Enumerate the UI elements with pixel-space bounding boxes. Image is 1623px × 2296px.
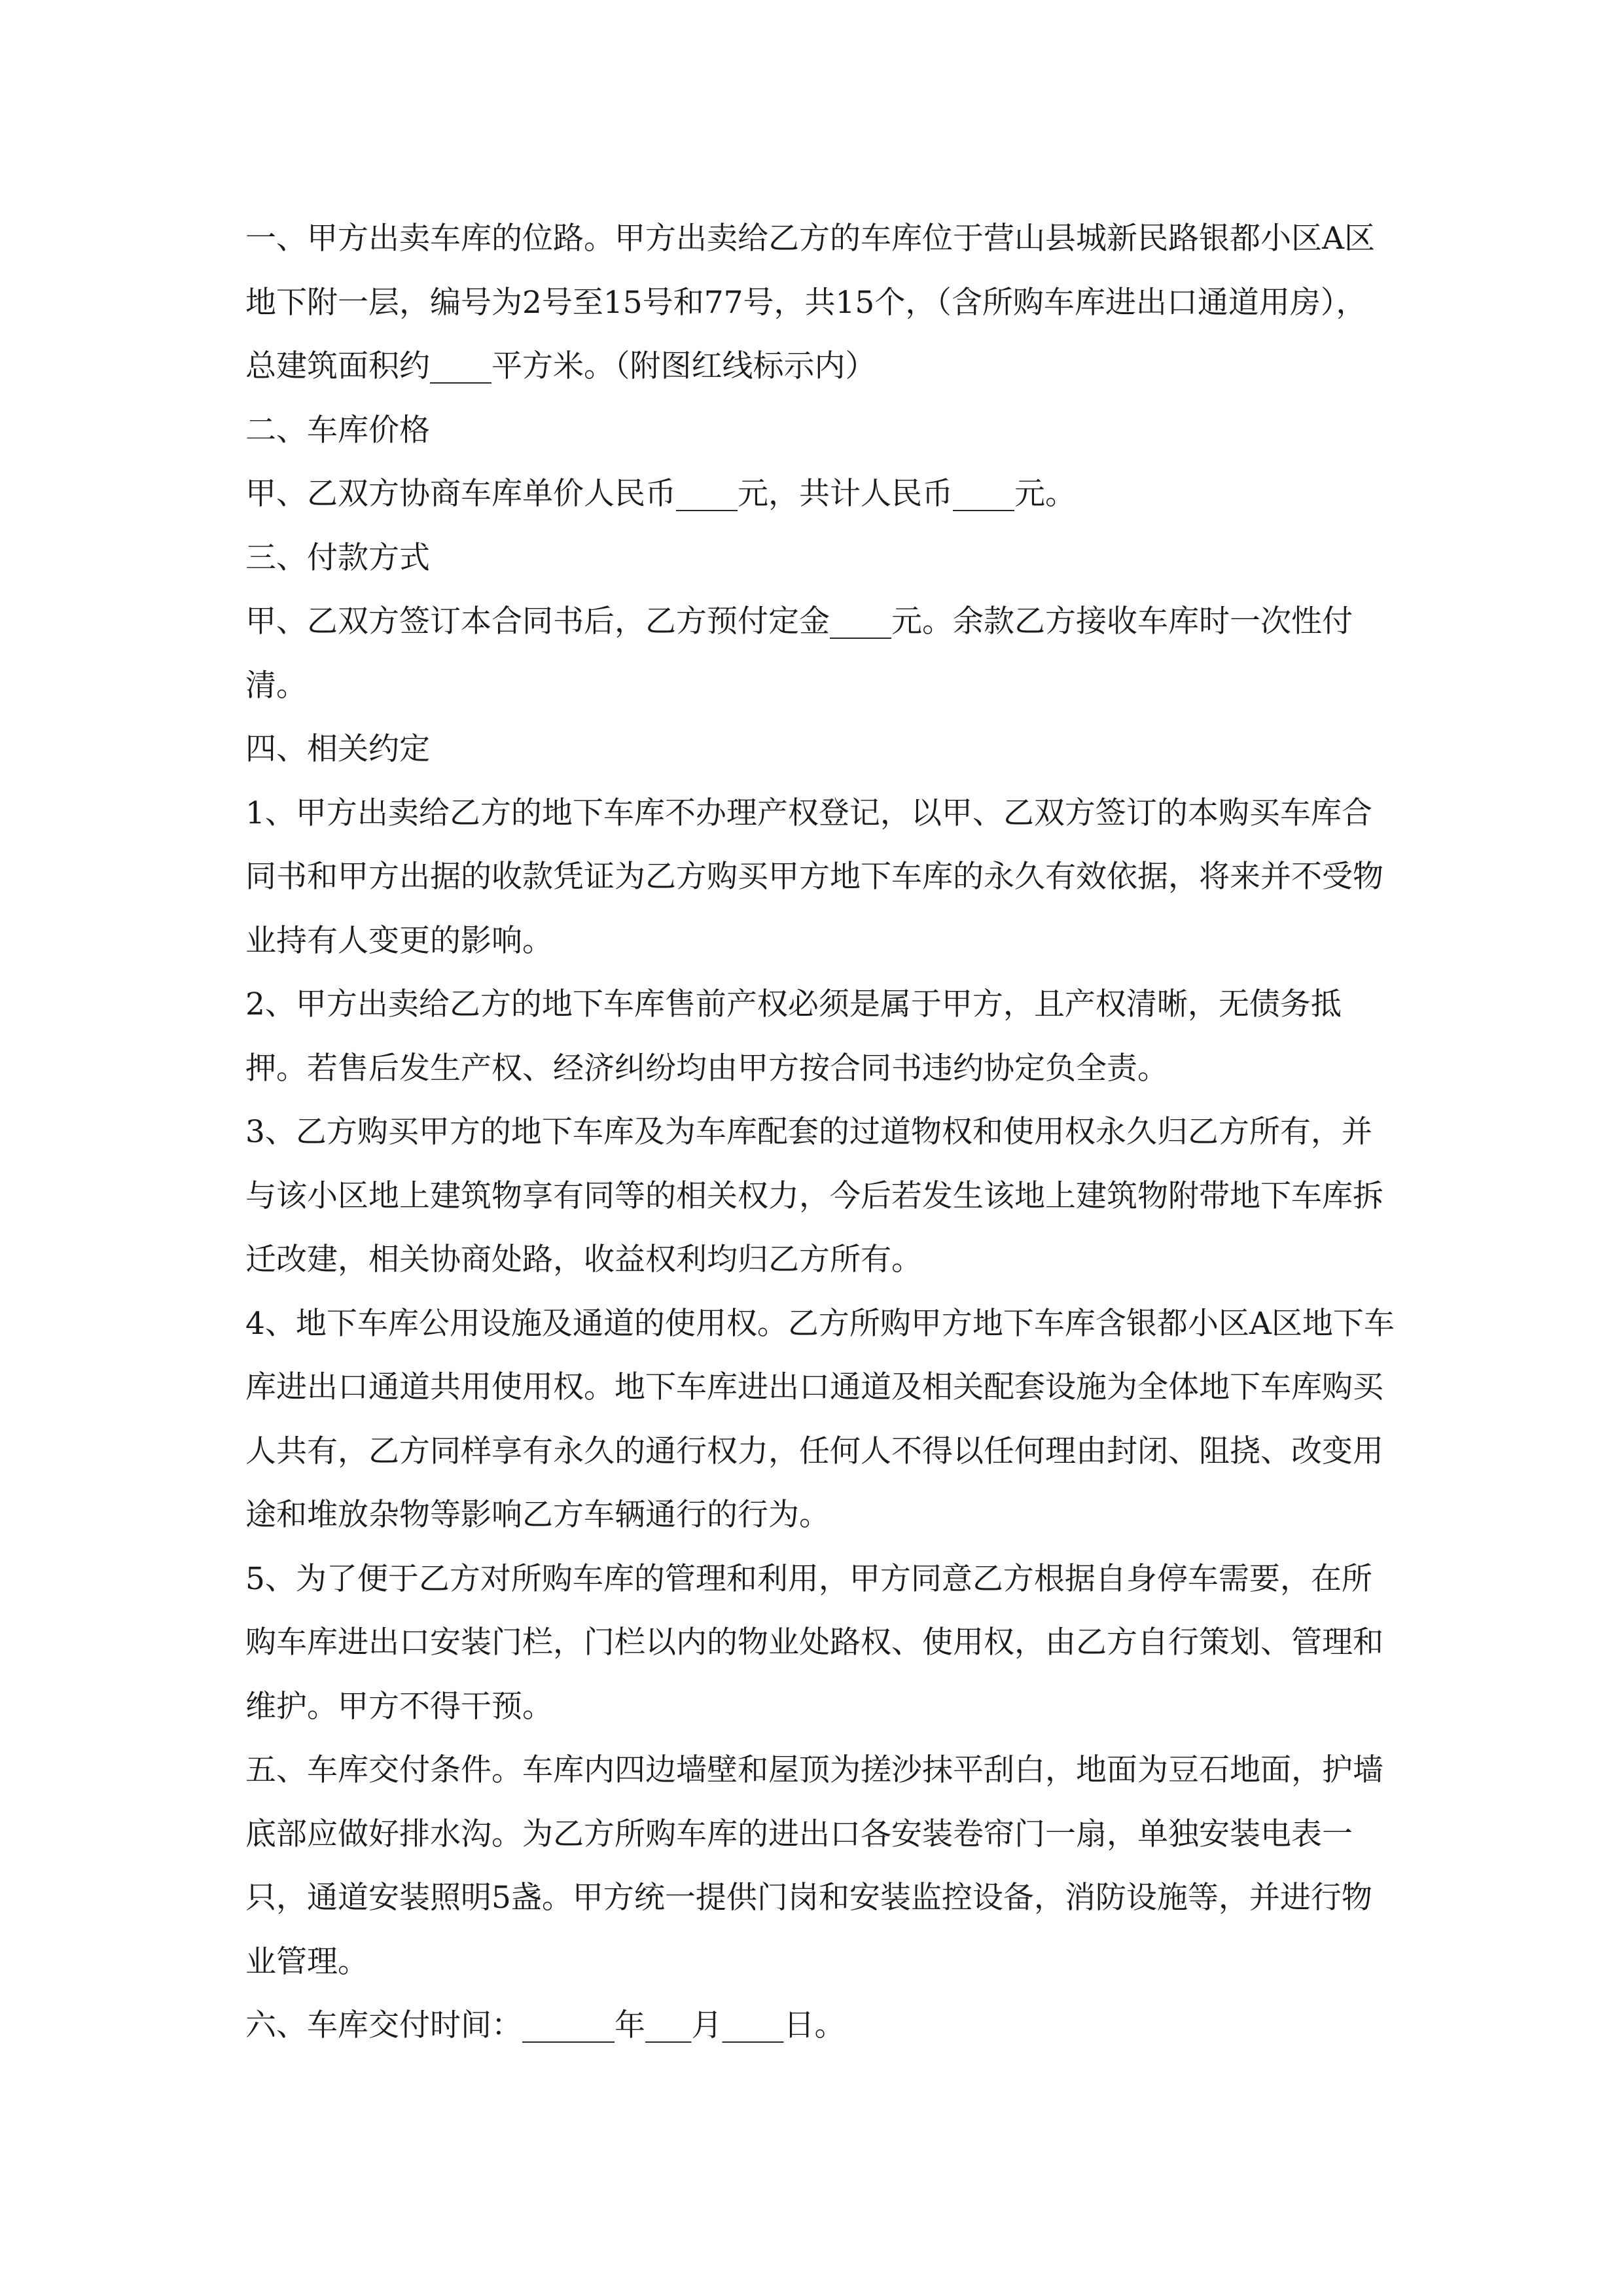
agreement-item-4: 4、地下车库公用设施及通道的使用权。乙方所购甲方地下车库含银都小区A区地下车库进出口通道共用使用权。地下车库进出口通道及相关配套设施为全体地下车库购买人共有，乙方同样享有永久的通行权力，任何人不得以任何理由封闭、阻挠、改变用途和堆放杂物等影响乙方车辆通行的行为。 bbox=[245, 1305, 1395, 1533]
heading-3-payment: 三、付款方式 bbox=[245, 539, 430, 576]
clause-6-delivery-time: 六、车库交付时间：______年___月____日。 bbox=[245, 2007, 846, 2043]
clause-3-payment: 甲、乙双方签订本合同书后，乙方预付定金____元。余款乙方接收车库时一次性付清。 bbox=[245, 603, 1353, 704]
agreement-item-2: 2、甲方出卖给乙方的地下车库售前产权必须是属于甲方，且产权清晰，无债务抵押。若售后发生产权、经济纠纷均由甲方按合同书违约协定负全责。 bbox=[245, 986, 1342, 1086]
heading-4-agreements: 四、相关约定 bbox=[245, 731, 430, 767]
clause-1-location: 一、甲方出卖车库的位路。甲方出卖给乙方的车库位于营山县城新民路银都小区A区地下附一层，编号为2号至15号和77号，共15个，（含所购车库进出口通道用房），总建筑面积约____平方米。（附图红线标示内） bbox=[245, 221, 1375, 384]
agreement-item-3: 3、乙方购买甲方的地下车库及为车库配套的过道物权和使用权永久归乙方所有，并与该小区地上建筑物享有同等的相关权力，今后若发生该地上建筑物附带地下车库拆迁改建，相关协商处路，收益权利均归乙方所有。 bbox=[245, 1114, 1383, 1278]
clause-2-price: 甲、乙双方协商车库单价人民币____元，共计人民币____元。 bbox=[245, 476, 1076, 512]
agreement-item-1: 1、甲方出卖给乙方的地下车库不办理产权登记，以甲、乙双方签订的本购买车库合同书和甲方出据的收款凭证为乙方购买甲方地下车库的永久有效依据，将来并不受物业持有人变更的影响。 bbox=[245, 795, 1383, 959]
clause-5-delivery-conditions: 五、车库交付条件。车库内四边墙壁和屋顶为搓沙抹平刮白，地面为豆石地面，护墙底部应做好排水沟。为乙方所购车库的进出口各安装卷帘门一扇，单独安装电表一只，通道安装照明5盏。甲方统一提供门岗和安装监控设备，消防设施等，并进行物业管理。 bbox=[245, 1752, 1383, 1980]
document-body bbox=[245, 207, 1397, 2058]
agreement-item-5: 5、为了便于乙方对所购车库的管理和利用，甲方同意乙方根据自身停车需要，在所购车库进出口安装门栏，门栏以内的物业处路权、使用权，由乙方自行策划、管理和维护。甲方不得干预。 bbox=[245, 1560, 1383, 1725]
heading-2-price: 二、车库价格 bbox=[245, 412, 430, 448]
